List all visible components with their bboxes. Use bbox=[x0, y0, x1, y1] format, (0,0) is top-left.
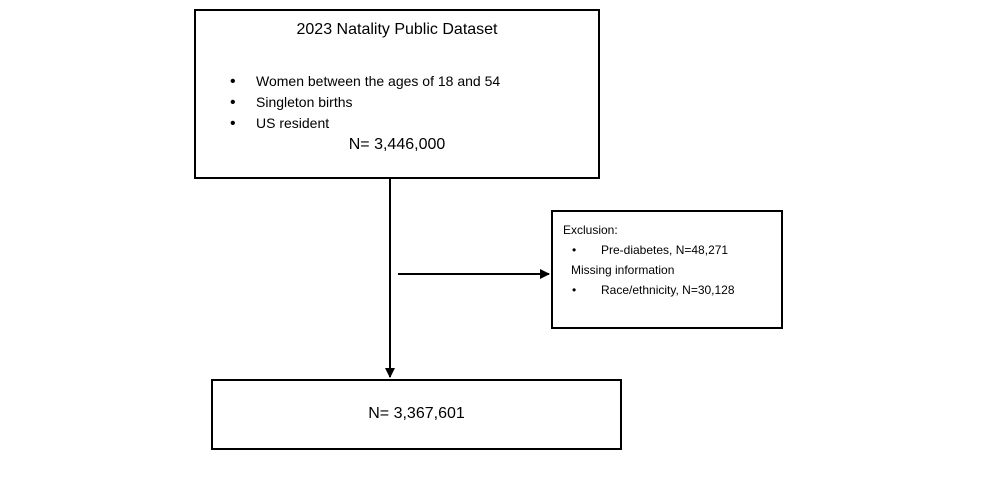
dataset-count: N= 3,446,000 bbox=[348, 136, 446, 153]
criterion-item: • Women between the ages of 18 and 54 bbox=[230, 71, 500, 92]
criterion-item: • Singleton births bbox=[230, 92, 500, 113]
dataset-title: 2023 Natality Public Dataset bbox=[296, 21, 498, 38]
exclusion-heading: Exclusion: bbox=[563, 223, 618, 237]
final-sample-count: N= 3,367,601 bbox=[368, 405, 465, 422]
missing-info-heading: Missing information bbox=[571, 263, 675, 277]
inclusion-criteria-list bbox=[230, 71, 500, 134]
dataset-box bbox=[194, 9, 600, 179]
exclusion-content bbox=[563, 220, 735, 300]
final-sample-box bbox=[211, 379, 622, 450]
criterion-item: • US resident bbox=[230, 113, 500, 134]
exclusion-box bbox=[551, 210, 783, 329]
missing-info-item: • Race/ethnicity, N=30,128 bbox=[563, 280, 735, 300]
exclusion-item: • Pre-diabetes, N=48,271 bbox=[563, 240, 735, 260]
